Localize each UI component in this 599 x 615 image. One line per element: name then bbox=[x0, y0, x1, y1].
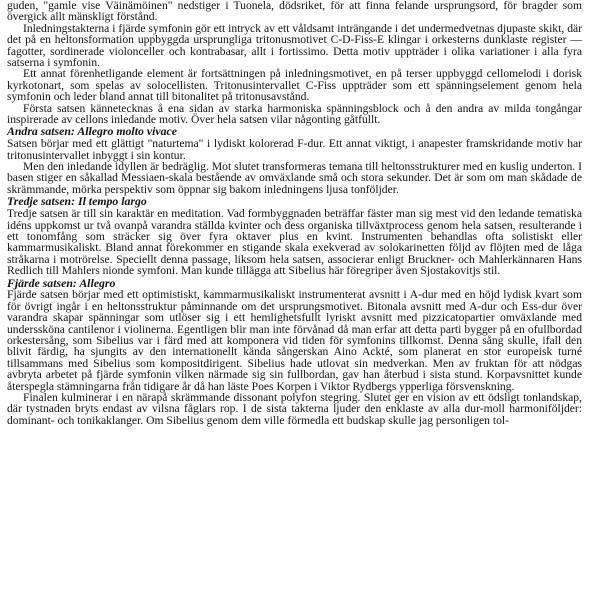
paragraph-finale: Finalen kulminerar i en närapå skrämmande dissonant polyfon stegring. Slutet ger en vision av ett ödsligt tonlandskap, där tystnaden bryts endast av vilsna fåglars rop. I de sista takterna ljuder den enklaste av alla dur-moll harmoniföljder: dominant- och tonikaklanger. Om Sibelius genom dem ville förmedla ett budskap skulle jag personligen tol- bbox=[7, 390, 582, 427]
paragraph-second-movement-idyll: Men den inledande idyllen är bedräglig. Mot slutet transformeras temana till heltonsstrukturer med en kuslig underton. I basen stiger en såkallad Messiaen-skala bestående av omväxlande små och stora sekunder. Det är som om man skådade de skrämmande, mörka perspektiv som öppnar sig bakom inledningens ljusa tonföljder. bbox=[7, 160, 582, 196]
heading-fourth-movement: Fjärde satsen: Allegro bbox=[7, 275, 116, 290]
paragraph-fourth-movement: Fjärde satsen börjar med ett optimistiskt, kammarmusikaliskt instrumenterat avsnitt i A-dur med en höjd lydisk kvart som för övrigt ingår i en heltonsstruktur påminnande om det ursprungsmotivet. Bitonala avsnitt med A-dur och Ess-dur över varandra skapar spänningar som utlöser sig i ett hemlighetsfullt lyriskt avsnitt med pizzicatopartier omväxlande med underssköna cantilenor i violinerna. Egentligen blir man inte förvånad då man erfar att detta parti bygger på en ofullbordad orkestersång, som Sibelius var i färd med att komponera vid tiden för symfonins tillkomst. Denna sång skulle, ifall den blivit färdig, ha sjungits av den internationellt kända sångerskan Aino Ackté, som planerat en stor europeisk turné tillsammans med Sibelius som kompositdirigent. Sibelius hade utlovat sin medverkan. Men av fruktan för att nödgas avbryta arbetet på fjärde symfonin vilken närmade sig sin fullbordan, gav han återbud i sista stund. Korpavsnittet kunde återspegla stämningarna från tidigare år då han läste Poes Korpen i Viktor Rydbergs ypperliga försvenskning. bbox=[7, 288, 582, 393]
paragraph-unifying-element: Ett annat förenhetligande element är fortsättningen på inledningsmotivet, en på terser uppbyggd cellomelodi i dorisk kyrkotonart, som spelas av solocellisten. Tritonusintervallet C-Fiss uppträder som ett spänningselement genom hela symfonin och leder bland annat till bitonalitet på tritonusavstånd. bbox=[7, 67, 582, 104]
heading-third-movement: Tredje satsen: Il tempo largo bbox=[7, 194, 147, 209]
heading-second-movement: Andra satsen: Allegro molto vivace bbox=[7, 124, 177, 139]
paragraph-second-movement: Satsen börjar med ett glättigt "naturtema" i lydiskt kolorerad F-dur. Ett annat viktigt, i anapester framskridande motiv har tritonusintervallet inbyggt i sin kontur. bbox=[7, 137, 582, 162]
paragraph-intro-end: guden, "gamle vise Väinämöinen" nedstiger i Tuonela, dödsriket, för att finna felande ursprungsord, för bragder som övergick allt mänskligt förstånd. bbox=[7, 0, 582, 24]
paragraph-first-movement: Första satsen kännetecknas å ena sidan av starka harmoniska spänningsblock och å den andra av milda tongångar inspirerade av cellons inledande motiv. Över hela satsen vilar någonting gåtfullt. bbox=[7, 101, 582, 127]
paragraph-opening-bars: Inledningstakterna i fjärde symfonin gör ett intryck av ett våldsamt inträngande i det undermedvetnas djupaste skikt, där det på en heltonsformation uppbyggda ursprungliga tritonusmotivet C-D-Fiss-E klingar i orkesterns dunklaste register — fagotter, sordinerade violonceller och kontrabasar, allt i fortissimo. Detta motiv uppträder i olika variationer i alla fyra satserna i symfonin. bbox=[7, 21, 582, 70]
paragraph-third-movement: Tredje satsen är till sin karaktär en meditation. Vad formbyggnaden beträffar fäster man sig mest vid den ledande tematiska idéns uppkomst ur två ovanpå varandra ställda kvinter och dess organiska tillväxtprocess genom hela satsen, resulterande i ett tonomfång som sträcker sig över fyra oktaver plus en kvint. Instrumenten behandlas ofta solistiskt eller kammarmusikaliskt. Bland annat förekommer en stigande skala exekverad av solokarinetten följd av flöjten med de låga stråkarna i motrörelse. Speciellt denna passage, liksom hela satsen, associerar enligt Bruckner- och Mahlerkännaren Hans Redlich till Mahlers nionde symfoni. Man kunde tillägga att Sibelius här föregriper även Sjostakovitjs stil. bbox=[7, 207, 582, 278]
